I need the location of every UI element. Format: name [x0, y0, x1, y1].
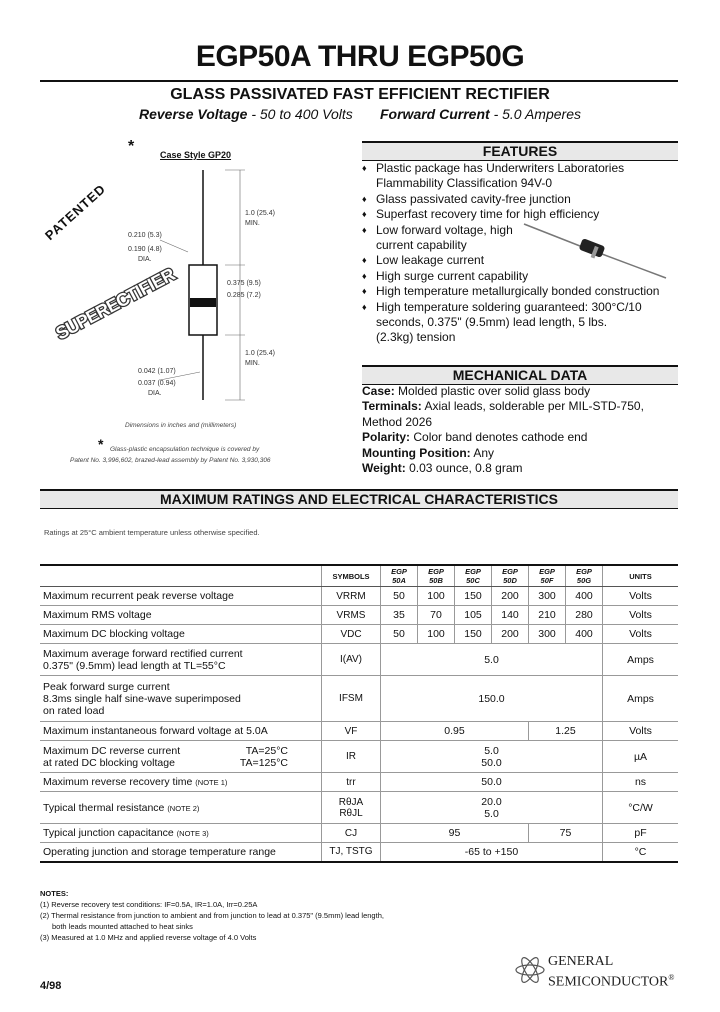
- features-heading: FEATURES: [362, 141, 678, 161]
- title-rule: [40, 80, 678, 82]
- row-val-l2: 50.0: [481, 756, 502, 769]
- dim-dia-label: DIA.: [138, 256, 152, 263]
- row-unit: °C: [603, 843, 679, 862]
- row-val: 150.0: [381, 676, 603, 722]
- row-val: 1.25: [529, 722, 603, 741]
- row-symbol-l1: RθJA: [338, 796, 364, 808]
- col-50c: [455, 565, 492, 587]
- row-val: 210: [529, 606, 566, 625]
- table-row: [40, 606, 678, 625]
- col-50c-l2: 50C: [466, 576, 480, 585]
- row-param: [40, 792, 322, 824]
- row-note: (NOTE 2): [167, 803, 200, 813]
- mech-term-label: Terminals:: [362, 399, 422, 414]
- brand-line-2: [548, 970, 674, 991]
- row-symbol: VRRM: [322, 587, 381, 606]
- col-50g-l1: EGP: [576, 567, 592, 576]
- row-val: [381, 741, 603, 773]
- col-50f-l2: 50F: [540, 576, 554, 585]
- row-param: [40, 773, 322, 792]
- brand-reg: ®: [668, 973, 675, 982]
- mech-case-label: Case:: [362, 384, 395, 398]
- row-param-text: Maximum DC reverse current: [43, 744, 181, 757]
- row-param-l2: 0.375" (9.5mm) lead length at TL=55°C: [43, 659, 226, 672]
- row-cond: TA=25°C: [245, 744, 288, 757]
- note-2b: both leads mounted attached to heat sinks: [52, 922, 193, 931]
- superectifier-logo-text: SUPERECTIFIER: [52, 264, 178, 344]
- row-note: (NOTE 1): [195, 778, 228, 787]
- param-header: [40, 565, 322, 587]
- row-param-l1: [43, 745, 318, 757]
- feature-item: ♦ Glass passivated cavity-free junction: [362, 192, 662, 207]
- notes-heading: NOTES:: [40, 889, 69, 898]
- dim-lead-top: 1.0 (25.4): [245, 210, 275, 217]
- feature-item: ♦ Superfast recovery time for high efficiency: [362, 207, 662, 222]
- patented-star: *: [128, 138, 135, 155]
- row-unit: Volts: [603, 587, 679, 606]
- row-symbol: I(AV): [322, 644, 381, 676]
- note-2: (2) Thermal resistance from junction to ambient and from junction to lead at 0.375" (9.5mm) lead length,: [40, 911, 384, 920]
- row-val: [381, 792, 603, 824]
- patented-label: PATENTED: [42, 181, 109, 244]
- col-50a-l2: 50A: [392, 576, 406, 585]
- row-param-text: Maximum reverse recovery time: [43, 776, 193, 788]
- row-symbol: IFSM: [322, 676, 381, 722]
- col-50b: [418, 565, 455, 587]
- feature-item: ♦ Plastic package has Underwriters Laboratories Flammability Classification 94V-0: [362, 161, 662, 192]
- row-val: 105: [455, 606, 492, 625]
- row-param: [40, 824, 322, 843]
- row-val: 50: [381, 587, 418, 606]
- row-val: 140: [492, 606, 529, 625]
- table-row: [40, 722, 678, 741]
- table-row: [40, 741, 678, 773]
- voltage-current-line: [0, 106, 720, 122]
- dimensions-note: Dimensions in inches and (millimeters): [125, 422, 237, 429]
- row-val: 400: [566, 625, 603, 644]
- row-val: 75: [529, 824, 603, 843]
- feature-item: ♦ High surge current capability: [362, 269, 662, 284]
- table-row: [40, 792, 678, 824]
- row-param-l2: 8.3ms single half sine-wave superimposed: [43, 692, 241, 705]
- note-1: (1) Reverse recovery test conditions: IF=0.5A, IR=1.0A, Irr=0.25A: [40, 900, 258, 909]
- dim-wire-2: 0.037 (0.94): [138, 380, 176, 387]
- row-unit: Amps: [603, 676, 679, 722]
- col-50g-l2: 50G: [576, 576, 592, 585]
- table-header-row: [40, 565, 678, 587]
- units-header: UNITS: [603, 565, 679, 587]
- fc-value: - 5.0 Amperes: [489, 106, 581, 122]
- mech-case-text: Molded plastic over solid glass body: [394, 384, 591, 398]
- row-unit: Volts: [603, 606, 679, 625]
- row-symbol: TJ, TSTG: [322, 843, 381, 862]
- table-row: [40, 843, 678, 862]
- row-val: 300: [529, 625, 566, 644]
- row-val: 200: [492, 625, 529, 644]
- row-param: Operating junction and storage temperature range: [40, 843, 322, 862]
- diode-photo-icon: [520, 218, 670, 282]
- dim-wire-label: DIA.: [148, 390, 162, 397]
- dim-lead-bot-min: MIN.: [245, 360, 260, 367]
- col-50f: [529, 565, 566, 587]
- brand-line-1: GENERAL: [548, 954, 614, 969]
- row-param: [40, 741, 322, 773]
- row-val: 150: [455, 625, 492, 644]
- row-val-l1: 5.0: [484, 744, 499, 757]
- mech-pol-text: Color band denotes cathode end: [410, 430, 588, 445]
- row-param: Maximum DC blocking voltage: [40, 625, 322, 644]
- mech-mount-label: Mounting Position:: [362, 445, 471, 460]
- case-style-label: Case Style GP20: [160, 150, 232, 160]
- row-val: 50.0: [381, 773, 603, 792]
- row-val: 280: [566, 606, 603, 625]
- row-val: 200: [492, 587, 529, 606]
- fc-label: Forward Current: [380, 106, 490, 122]
- row-param: [40, 676, 322, 722]
- col-50b-l2: 50B: [429, 576, 443, 585]
- subtitle: GLASS PASSIVATED FAST EFFICIENT RECTIFIER: [170, 86, 550, 103]
- row-val: 95: [381, 824, 529, 843]
- row-param-l2: [43, 757, 318, 769]
- row-val: 5.0: [381, 644, 603, 676]
- dim-wire-1: 0.042 (1.07): [138, 368, 176, 375]
- mech-pol-label: Polarity:: [362, 430, 411, 445]
- ratings-table: [40, 564, 678, 863]
- notes-block: [40, 888, 384, 943]
- table-row: [40, 773, 678, 792]
- feature-item: ♦ Low leakage current: [362, 253, 662, 268]
- row-val-l2: 5.0: [484, 807, 499, 820]
- row-symbol: trr: [322, 773, 381, 792]
- brand-line-2-text: SEMICONDUCTOR: [548, 974, 669, 990]
- mech-weight-label: Weight:: [362, 461, 406, 476]
- feature-item: ♦ High temperature soldering guaranteed: 300°C/10 seconds, 0.375" (9.5mm) lead length, 5 lbs. (2.3kg) tension: [362, 300, 646, 346]
- mechanical-data: [362, 384, 662, 476]
- patent-note-1: Glass-plastic encapsulation technique is covered by: [110, 446, 260, 453]
- row-symbol: VDC: [322, 625, 381, 644]
- col-50a-l1: EGP: [391, 567, 407, 576]
- row-param-l1: Peak forward surge current: [43, 680, 170, 693]
- ratings-heading: MAXIMUM RATINGS AND ELECTRICAL CHARACTERISTICS: [40, 489, 678, 509]
- mech-terminals: [362, 399, 652, 430]
- row-symbol: VF: [322, 722, 381, 741]
- page-title: EGP50A THRU EGP50G: [195, 40, 525, 73]
- row-note: (NOTE 3): [176, 829, 209, 838]
- mech-weight-text: 0.03 ounce, 0.8 gram: [405, 461, 523, 476]
- footer-date: 4/98: [40, 980, 62, 992]
- row-symbol: CJ: [322, 824, 381, 843]
- table-row: [40, 676, 678, 722]
- row-param: Maximum RMS voltage: [40, 606, 322, 625]
- dim-len-1: 0.375 (9.5): [227, 280, 261, 287]
- col-50f-l1: EGP: [539, 567, 555, 576]
- row-val: 70: [418, 606, 455, 625]
- dim-lead-bot: 1.0 (25.4): [245, 350, 275, 357]
- brand-name: [548, 954, 674, 991]
- col-50d: [492, 565, 529, 587]
- dim-lead-top-min: MIN.: [245, 220, 260, 227]
- general-semiconductor-logo-icon: [515, 955, 545, 985]
- col-50g: [566, 565, 603, 587]
- row-unit: Volts: [603, 722, 679, 741]
- mech-mount-text: Any: [470, 445, 494, 460]
- row-unit: °C/W: [603, 792, 679, 824]
- row-val: 300: [529, 587, 566, 606]
- patent-note-2: Patent No. 3,996,602, brazed-lead assembly by Patent No. 3,930,306: [70, 457, 271, 464]
- row-param: [40, 644, 322, 676]
- patent-star: *: [98, 436, 104, 452]
- diode-outline-svg: [40, 140, 358, 430]
- row-val: -65 to +150: [381, 843, 603, 862]
- rv-value: - 50 to 400 Volts: [247, 106, 353, 122]
- mech-mounting: [362, 446, 662, 461]
- row-param-text: Typical thermal resistance: [43, 801, 165, 814]
- dim-dia-1: 0.210 (5.3): [128, 232, 162, 239]
- row-val: 100: [418, 587, 455, 606]
- row-param: Maximum recurrent peak reverse voltage: [40, 587, 322, 606]
- row-symbol-l2: RθJL: [339, 807, 363, 819]
- mech-weight: [362, 461, 662, 476]
- symbols-header: SYMBOLS: [322, 565, 381, 587]
- row-unit: pF: [603, 824, 679, 843]
- ratings-note: Ratings at 25°C ambient temperature unless otherwise specified.: [44, 528, 260, 537]
- row-param-l1: Maximum average forward rectified current: [43, 647, 243, 660]
- row-unit: µA: [603, 741, 679, 773]
- row-val: 400: [566, 587, 603, 606]
- col-50b-l1: EGP: [428, 567, 444, 576]
- row-unit: Amps: [603, 644, 679, 676]
- row-val: 35: [381, 606, 418, 625]
- mech-case: [362, 384, 662, 399]
- row-symbol: [322, 792, 381, 824]
- table-row: [40, 587, 678, 606]
- row-unit: Volts: [603, 625, 679, 644]
- row-unit: ns: [603, 773, 679, 792]
- row-val: 50: [381, 625, 418, 644]
- table-row: [40, 644, 678, 676]
- row-val: 150: [455, 587, 492, 606]
- row-val: 100: [418, 625, 455, 644]
- rv-label: Reverse Voltage: [139, 106, 248, 122]
- col-50d-l2: 50D: [503, 576, 517, 585]
- case-drawing: [40, 140, 358, 475]
- mechanical-heading: MECHANICAL DATA: [362, 365, 678, 385]
- row-val: 0.95: [381, 722, 529, 741]
- row-param-l3: on rated load: [43, 704, 105, 717]
- row-val-l1: 20.0: [481, 795, 502, 808]
- col-50a: [381, 565, 418, 587]
- dim-len-2: 0.285 (7.2): [227, 292, 261, 299]
- row-param-text: at rated DC blocking voltage: [43, 756, 175, 769]
- row-param-text: Typical junction capacitance: [43, 827, 174, 839]
- note-3: (3) Measured at 1.0 MHz and applied reverse voltage of 4.0 Volts: [40, 933, 257, 942]
- row-symbol: IR: [322, 741, 381, 773]
- table-row: [40, 824, 678, 843]
- feature-item: ♦ High temperature metallurgically bonded construction: [362, 284, 662, 299]
- col-50c-l1: EGP: [465, 567, 481, 576]
- mech-term-text: Axial leads, solderable per MIL-STD-750, Method 2026: [362, 399, 644, 429]
- table-row: [40, 625, 678, 644]
- dim-dia-2: 0.190 (4.8): [128, 246, 162, 253]
- row-cond: TA=125°C: [239, 756, 288, 769]
- feature-item: ♦ Low forward voltage, high current capability: [362, 223, 516, 254]
- row-param: Maximum instantaneous forward voltage at 5.0A: [40, 722, 322, 741]
- mech-polarity: [362, 430, 662, 445]
- col-50d-l1: EGP: [502, 567, 518, 576]
- row-symbol: VRMS: [322, 606, 381, 625]
